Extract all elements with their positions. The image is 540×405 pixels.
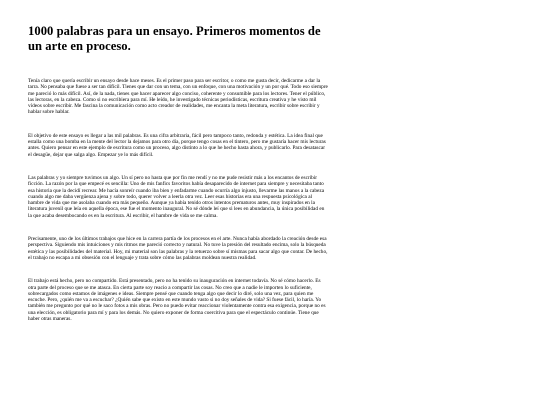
paragraph-1: Tenía claro que quería escribir un ensayo desde hace meses. Es el primer paso para ser escritor, o como me gusta decir, dedicarme a dar la tarra. No pensaba que fuese a ser tan difícil. Tienes que dar con un tema, con un enfoque, con una motivación y un por qué. Todo eso siempre me pareció lo más difícil. Así, de la nada, tienes que hacer aparecer algo conciso, coherente y consumible para los lectores. Tener el público, las lectoras, en la cabeza. Como si no escribiera para mí. He leído, he investigado técnicas periodísticas, escritura creativa y he visto mil vídeos sobre escribir. Me fascina la comunicación como acto creador de realidades, me encanta la meta literatura, escribir sobre escribir y hablar sobre hablar.	[28, 78, 328, 116]
essay-title: 1000 palabras para un ensayo. Primeros momentos de un arte en proceso.	[28, 24, 321, 53]
essay-article	[28, 24, 328, 322]
paragraph-3: Las palabras y yo siempre tuvimos un algo. Un sí pero no hasta que por fin me rendí y no me pude resistir más a los encantos de escribir ficción. La razón por la que empecé es sencilla: Uno de mis fanfics favoritos había desaparecido de internet para siempre y necesitaba tanto esa historia que la decidí recrear. Me hacía sonreír cuando iba bien y enfadarme cuando ocurría algo injusto, llevarme las manos a la cabeza cuando algo me daba vergüenza ajena y sobre todo, querer volver a leerla otra vez. Leer esas historias era una respuesta psicológica al hambre de vida que me asolaba cuando era más pequeño. Aunque ya había tenido otros intentos prematuros antes, muy inspirados en la literatura juvenil que leía en aquella época, ese fue el momento inaugural. No sé dónde leí que si lees en abundancia, la única posibilidad en la que acaba desembocando es en la escritura. Al escribir, el hambre de vida se me calma.	[28, 174, 325, 219]
paragraph-4: Precisamente, uno de los últimos trabajos que hice en la carrera partía de los procesos en el arte. Nunca había abordado la creación desde esa perspectiva. Siguiendo mis intuiciones y mis ritmos me pareció correcto y natural. No tuve la presión del resultado encima, solo la búsqueda estética y las posibilidades del material. Hoy, mi material son las palabras y la retuerzo sobre sí mismas para sacar algo que contar. De hecho, el trabajo no escapa a mi obsesión con el lenguaje y trata sobre cómo las palabras moldean nuestra realidad.	[28, 236, 328, 261]
paragraph-5: El trabajo está hecho, pero no compartido. Está presentado, pero no ha tenido su inauguración en internet todavía. No sé cómo hacerlo. Es otra parte del proceso que se me atasca. En cierta parte soy reacio a compartir las cosas. No creo que a nadie le importen lo suficiente, sobrecargados como estamos de imágenes e ideas. Siempre pensé que cuando tenga algo que decir lo diré, solo una vez, para quien me escuche. Pero, ¿quién me va a escuchar? ¿Quién sabe que existo en este mundo vasto si no doy señales de vida? Si fuese fácil, lo haría. Yo también me pregunto por qué no le saco fotos a mis obras. Pero no puedo evitar reaccionar violentamente contra esa exigencia, porque no es una elección, es obligatorio para mí y para los demás. No quiero exponer de forma coercitiva para que el espectáculo continúe. Tiene que haber otras maneras.	[28, 278, 326, 323]
paragraph-2: El objetivo de este ensayo es llegar a las mil palabras. Es una cifra arbitraria, fácil pero tampoco tanto, redonda y estética. La idea final que estalla como una bomba en la mente del lector la dejamos para otro día, porque tengo cosas en el tintero, pero me gustaría hacer mis lecturas antes. Quiero pensar en este ejemplo de escritura como un proceso, algo distinto a lo que he hecho hasta ahora, y publicarlo. Para desatascar el desagüe, dejar que salga algo. Empezar ye lo más difícil.	[28, 132, 326, 158]
